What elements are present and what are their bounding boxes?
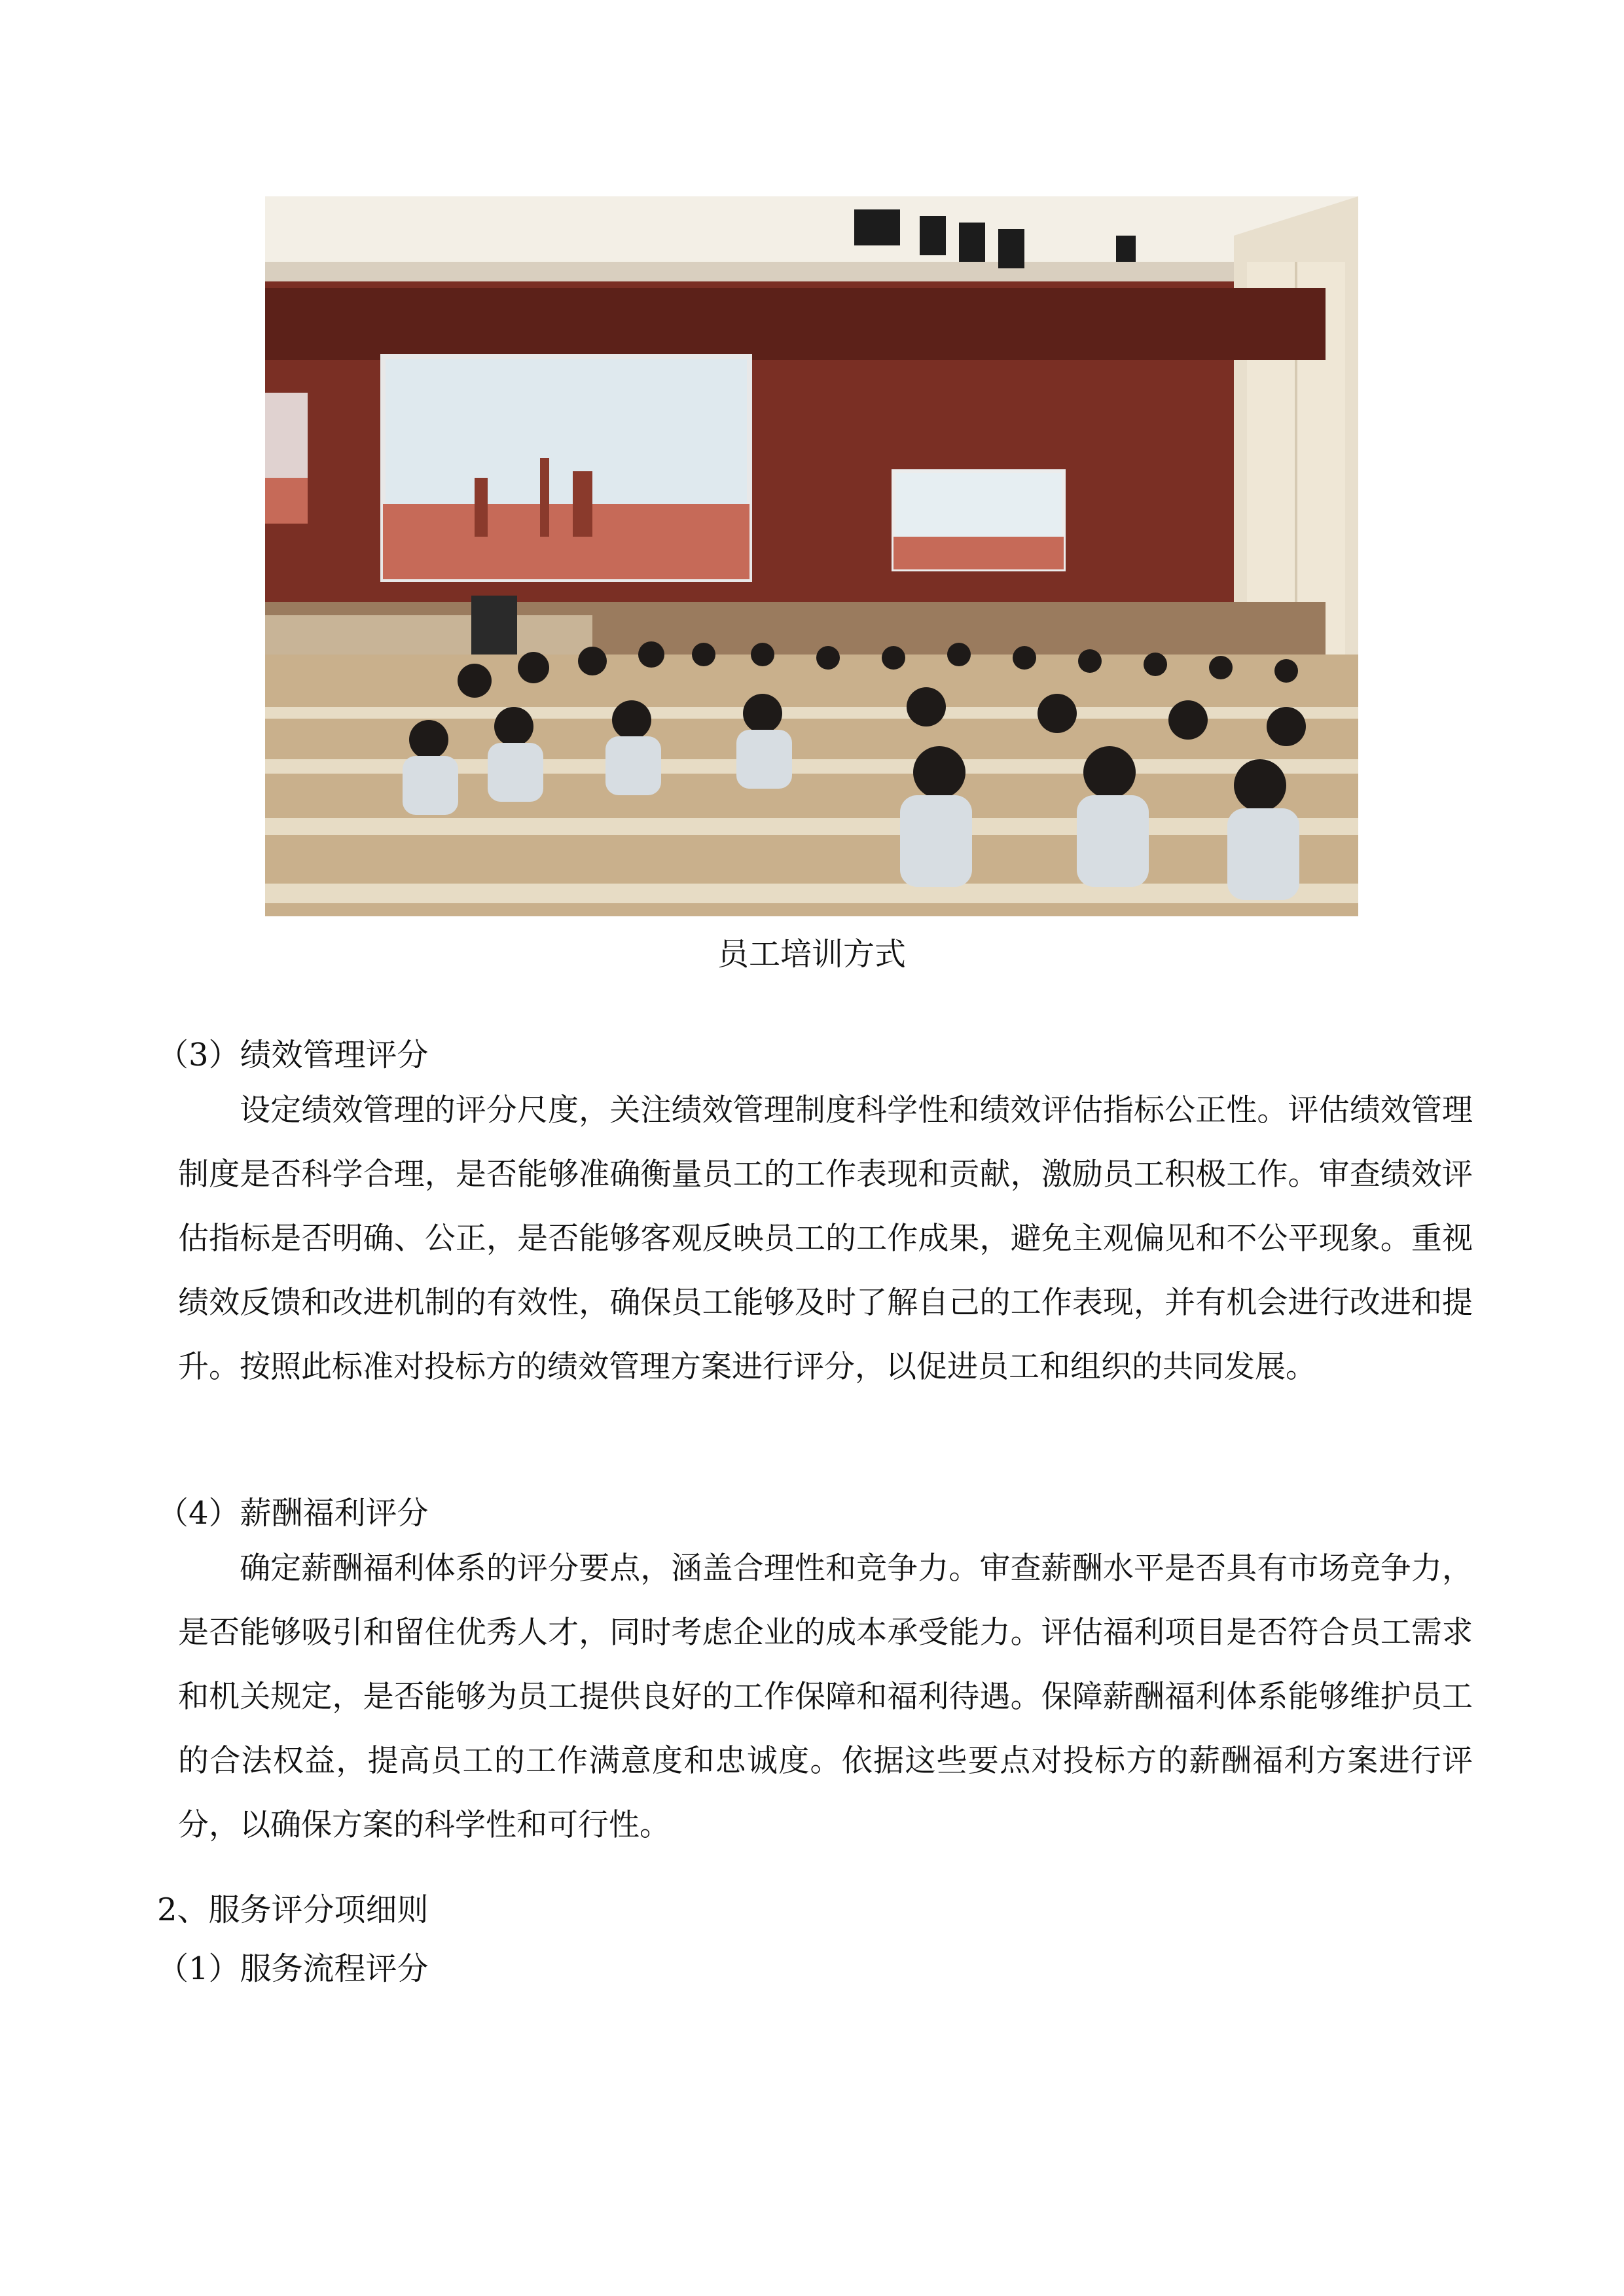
section-3-body: 设定绩效管理的评分尺度，关注绩效管理制度科学性和绩效评估指标公正性。评估绩效管理制度是否科学合理，是否能够准确衡量员工的工作表现和贡献，激励员工积极工作。审查绩效评估指标是否明确、公正，是否能够客观反映员工的工作成果，避免主观偏见和不公平现象。重视绩效反馈和改进机制的有效性，确保员工能够及时了解自己的工作表现，并有机会进行改进和提升。按照此标准对投标方的绩效管理方案进行评分，以促进员工和组织的共同发展。 [178,1092,1473,1385]
figure-caption: 员工培训方式 [717,936,906,973]
section-4-body: 确定薪酬福利体系的评分要点，涵盖合理性和竞争力。审查薪酬水平是否具有市场竞争力，是否能够吸引和留住优秀人才，同时考虑企业的成本承受能力。评估福利项目是否符合员工需求和机关规定，是否能够为员工提供良好的工作保障和福利待遇。保障薪酬福利体系能够维护员工的合法权益，提高员工的工作满意度和忠诚度。依据这些要点对投标方的薪酬福利方案进行评分，以确保方案的科学性和可行性。 [178,1551,1473,1843]
training-photo [265,196,1358,916]
section-3-heading: （3）绩效管理评分 [157,1037,429,1073]
section-2-heading: 2、服务评分项细则 [157,1892,429,1928]
training-hall-illustration [265,196,1358,916]
section-4-heading: （4）薪酬福利评分 [157,1495,429,1532]
subsection-1-heading: （1）服务流程评分 [157,1950,429,1987]
